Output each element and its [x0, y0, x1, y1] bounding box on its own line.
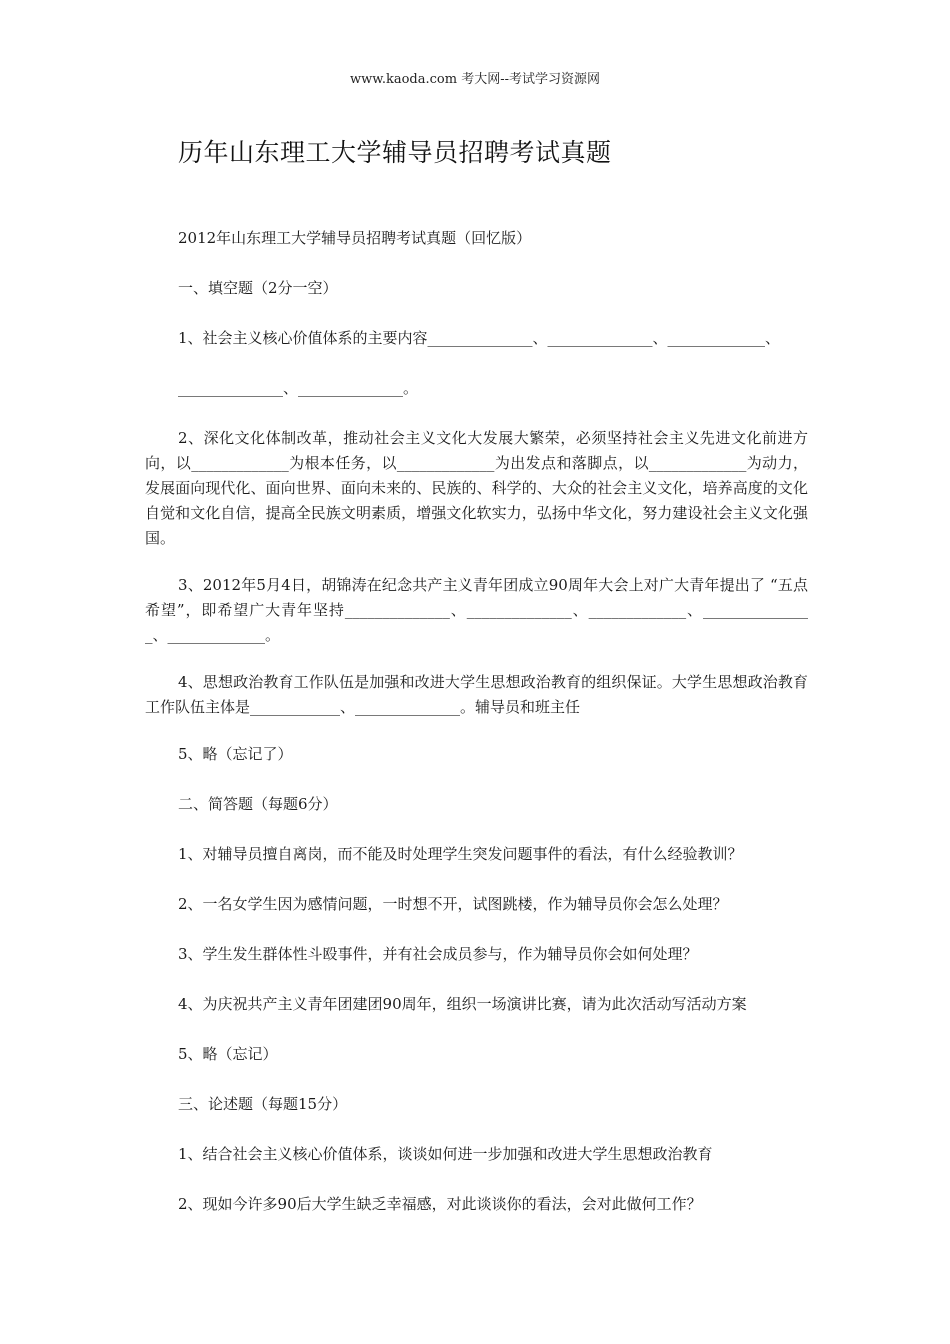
question-paragraph: 2、一名女学生因为感情问题，一时想不开，试图跳楼，作为辅导员你会怎么处理？ [178, 895, 728, 913]
section-heading-fill-in: 一、填空题（2分一空） [178, 279, 338, 297]
section-heading-essay: 三、论述题（每题15分） [178, 1095, 348, 1113]
question-paragraph: 2、现如今许多90后大学生缺乏幸福感，对此谈谈你的看法，会对此做何工作？ [178, 1195, 702, 1213]
page-header: www.kaoda.com 考大网--考试学习资源网 [350, 72, 600, 87]
document-title: 历年山东理工大学辅导员招聘考试真题 [178, 138, 612, 167]
question-paragraph: 3、学生发生群体性斗殴事件，并有社会成员参与，作为辅导员你会如何处理？ [178, 945, 698, 963]
question-paragraph: 5、略（忘记） [178, 1045, 278, 1063]
document-body [145, 226, 808, 1242]
question-paragraph: 1、社会主义核心价值体系的主要内容______________、______________、_____________、 [178, 329, 781, 347]
question-paragraph: 4、思想政治教育工作队伍是加强和改进大学生思想政治教育的组织保证。大学生思想政治教育工作队伍主体是____________、______________。辅导员和班主任 [145, 673, 808, 716]
question-paragraph: 1、结合社会主义核心价值体系，谈谈如何进一步加强和改进大学生思想政治教育 [178, 1145, 713, 1163]
section-heading-short-answer: 二、简答题（每题6分） [178, 795, 338, 813]
question-paragraph: 1、对辅导员擅自离岗，而不能及时处理学生突发问题事件的看法，有什么经验教训？ [178, 845, 743, 863]
question-paragraph: 4、为庆祝共产主义青年团建团90周年，组织一场演讲比赛，请为此次活动写活动方案 [178, 995, 747, 1013]
question-paragraph: 5、略（忘记了） [178, 745, 293, 763]
question-paragraph: 2、深化文化体制改革，推动社会主义文化大发展大繁荣，必须坚持社会主义先进文化前进方向，以_____________为根本任务，以_____________为出发点和落脚点，以_____________为动力，发展面向现代化、面向世界、面向未来的、民族的、科学的、大众的社会主义文化，培养高度的文化自觉和文化自信，提高全民族文明素质，增强文化软实力，弘扬中华文化，努力建设社会主义文化强国。 [145, 429, 808, 547]
exam-subtitle: 2012年山东理工大学辅导员招聘考试真题（回忆版） [178, 229, 532, 247]
question-paragraph: ______________、______________。 [178, 379, 419, 397]
question-paragraph: 3、2012年5月4日，胡锦涛在纪念共产主义青年团成立90周年大会上对广大青年提出了 “五点希望”，即希望广大青年坚持______________、______________、_____________、_______________、_____________。 [145, 576, 808, 644]
